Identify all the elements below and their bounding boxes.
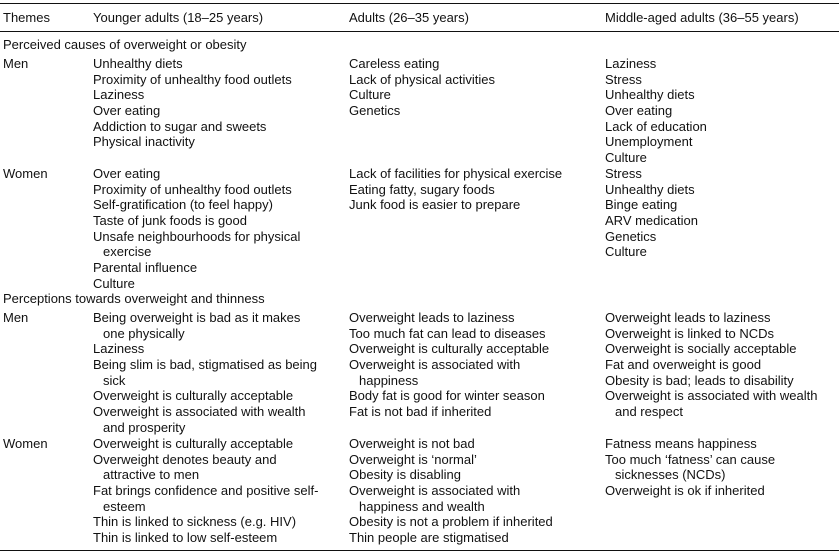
cell-line: Proximity of unhealthy food outlets — [93, 71, 292, 87]
cell-line: sick — [103, 372, 126, 388]
cell-line: esteem — [103, 498, 146, 514]
cell-line: Fat and overweight is good — [605, 357, 762, 373]
cell-line: Parental influence — [93, 260, 198, 276]
cell-line: Taste of junk foods is good — [93, 213, 247, 229]
cell-line: Overweight is associated with — [349, 483, 521, 499]
cell-line: Culture — [93, 275, 135, 291]
cell-line: Overweight is culturally acceptable — [93, 436, 294, 451]
cell-line: Laziness — [605, 56, 657, 71]
cell-line: Self-gratification (to feel happy) — [93, 197, 273, 213]
cell-line: Fatness means happiness — [605, 436, 757, 451]
cell-line: Too much ‘fatness’ can cause — [605, 451, 776, 467]
cell-line: Obesity is disabling — [349, 467, 461, 483]
header-adults: Adults (26–35 years) — [349, 10, 469, 25]
bottom-rule — [0, 550, 839, 551]
top-rule — [0, 3, 839, 4]
header-rule — [0, 31, 839, 32]
header-themes: Themes — [3, 10, 50, 25]
cell-line: Lack of education — [605, 118, 707, 134]
cell-line: Proximity of unhealthy food outlets — [93, 181, 292, 197]
cell-line: Culture — [349, 87, 391, 103]
header-middle: Middle-aged adults (36–55 years) — [605, 10, 799, 25]
cell-line: and prosperity — [103, 419, 186, 435]
cell-line: Overweight is linked to NCDs — [605, 325, 775, 341]
cell-line: attractive to men — [103, 467, 200, 483]
cell-line: Careless eating — [349, 56, 440, 71]
cell-line: Unsafe neighbourhoods for physical — [93, 228, 301, 244]
cell-younger — [93, 56, 292, 150]
cell-line: ARV medication — [605, 213, 698, 229]
cell-line: Being slim is bad, stigmatised as being — [93, 357, 318, 373]
cell-line: Fat is not bad if inherited — [349, 404, 492, 420]
cell-line: sicknesses (NCDs) — [615, 467, 726, 483]
cell-line: Culture — [605, 150, 647, 166]
cell-line: Overweight is culturally acceptable — [349, 341, 550, 357]
cell-line: Too much fat can lead to diseases — [349, 325, 546, 341]
cell-line: one physically — [103, 325, 185, 341]
cell-line: Over eating — [605, 103, 673, 119]
cell-line: Overweight denotes beauty and — [93, 451, 277, 467]
cell-line: Stress — [605, 71, 642, 87]
cell-line: Eating fatty, sugary foods — [349, 181, 495, 197]
cell-line: Unhealthy diets — [93, 56, 183, 71]
cell-line: happiness — [359, 372, 419, 388]
cell-line: happiness and wealth — [359, 498, 485, 514]
cell-line: Overweight is not bad — [349, 436, 475, 451]
cell-line: exercise — [103, 244, 152, 260]
row-theme: Men — [3, 310, 29, 325]
cell-line: Overweight is ‘normal’ — [349, 451, 477, 467]
cell-line: Body fat is good for winter season — [349, 388, 545, 404]
cell-line: Laziness — [93, 341, 145, 357]
cell-line: Over eating — [93, 166, 161, 181]
cell-adults — [349, 436, 553, 546]
cell-line: Unemployment — [605, 134, 693, 150]
cell-line: Stress — [605, 166, 642, 181]
cell-line: Being overweight is bad as it makes — [93, 310, 301, 325]
cell-middle — [605, 56, 707, 166]
cell-line: Thin is linked to low self-esteem — [93, 530, 278, 546]
cell-line: Junk food is easier to prepare — [349, 197, 521, 213]
cell-line: Thin people are stigmatised — [349, 530, 509, 546]
header-younger: Younger adults (18–25 years) — [93, 10, 264, 25]
cell-line: Overweight is associated with wealth — [605, 388, 818, 404]
cell-line: Lack of physical activities — [349, 71, 495, 87]
cell-line: Overweight is culturally acceptable — [93, 388, 294, 404]
cell-line: Unhealthy diets — [605, 87, 695, 103]
cell-adults — [349, 56, 495, 119]
cell-line: Laziness — [93, 87, 145, 103]
cell-line: Overweight is associated with wealth — [93, 404, 306, 420]
section-title: Perceptions towards overweight and thinness — [3, 291, 265, 306]
cell-line: Overweight is socially acceptable — [605, 341, 797, 357]
cell-younger — [93, 166, 300, 292]
cell-line: Overweight is associated with — [349, 357, 521, 373]
cell-line: Culture — [605, 244, 647, 260]
cell-line: Obesity is bad; leads to disability — [605, 372, 794, 388]
cell-younger — [93, 310, 317, 436]
cell-line: Over eating — [93, 103, 161, 119]
cell-line: Fat brings confidence and positive self- — [93, 483, 319, 499]
row-theme: Women — [3, 436, 48, 451]
cell-line: Overweight leads to laziness — [349, 310, 515, 325]
section-title: Perceived causes of overweight or obesity — [3, 37, 247, 52]
cell-middle — [605, 166, 698, 260]
cell-line: Thin is linked to sickness (e.g. HIV) — [93, 514, 297, 530]
cell-line: Obesity is not a problem if inherited — [349, 514, 553, 530]
cell-line: Lack of facilities for physical exercise — [349, 166, 563, 181]
cell-line: Overweight leads to laziness — [605, 310, 771, 325]
cell-line: Unhealthy diets — [605, 181, 695, 197]
row-theme: Women — [3, 166, 48, 181]
cell-adults — [349, 310, 549, 420]
cell-line: Addiction to sugar and sweets — [93, 118, 267, 134]
cell-line: Binge eating — [605, 197, 678, 213]
cell-younger — [93, 436, 318, 546]
cell-adults — [349, 166, 562, 213]
row-theme: Men — [3, 56, 29, 71]
cell-middle — [605, 436, 775, 499]
cell-line: Genetics — [349, 103, 401, 119]
cell-line: Physical inactivity — [93, 134, 195, 150]
cell-middle — [605, 310, 817, 420]
cell-line: Genetics — [605, 228, 657, 244]
cell-line: Overweight is ok if inherited — [605, 483, 765, 499]
cell-line: and respect — [615, 404, 683, 420]
